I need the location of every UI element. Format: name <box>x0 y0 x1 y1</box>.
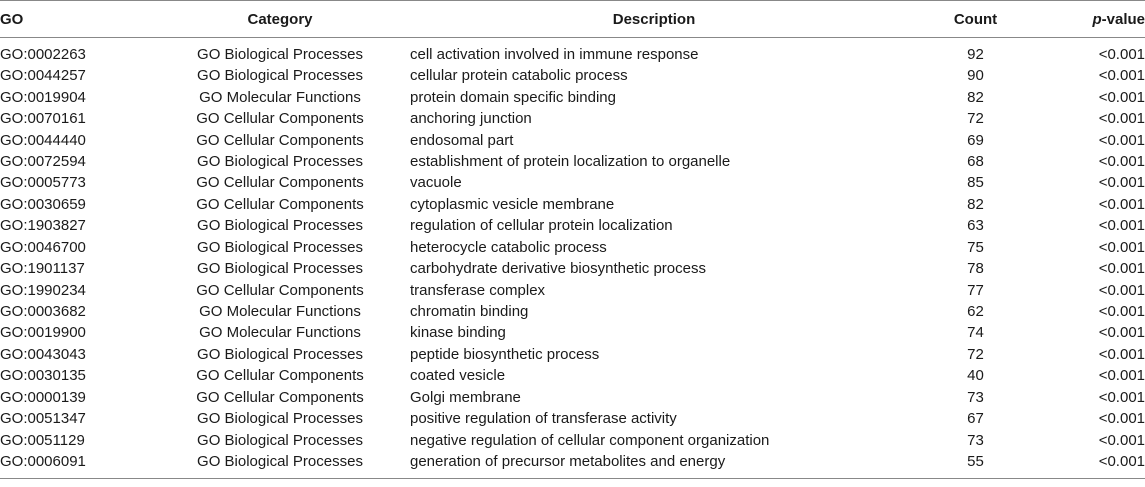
table-row <box>0 322 1145 343</box>
cell-count: 72 <box>967 345 984 363</box>
cell-pvalue: <0.001 <box>1098 217 1145 235</box>
table-row <box>0 194 1145 215</box>
table-row <box>0 215 1145 236</box>
cell-category: GO Cellular Components <box>196 367 364 385</box>
cell-go-id: GO:0044257 <box>0 67 86 85</box>
cell-go-id: GO:0002263 <box>0 46 86 63</box>
cell-go-id: GO:0044440 <box>0 131 86 149</box>
cell-go-id: GO:1990234 <box>0 281 86 299</box>
cell-description: carbohydrate derivative biosynthetic process <box>410 260 706 278</box>
cell-go-id: GO:0019904 <box>0 88 86 106</box>
cell-pvalue: <0.001 <box>1098 367 1145 385</box>
cell-description: establishment of protein localization to organelle <box>410 152 731 170</box>
cell-pvalue: <0.001 <box>1098 110 1145 128</box>
table-row <box>0 129 1145 150</box>
cell-pvalue: <0.001 <box>1098 388 1145 406</box>
cell-category: GO Molecular Functions <box>199 303 361 321</box>
cell-description: anchoring junction <box>410 110 532 128</box>
table-row <box>0 279 1145 300</box>
cell-go-id: GO:0030659 <box>0 195 86 213</box>
cell-count: 72 <box>967 110 984 128</box>
cell-pvalue: <0.001 <box>1098 152 1145 170</box>
cell-category: GO Biological Processes <box>197 260 363 278</box>
cell-pvalue: <0.001 <box>1098 260 1145 278</box>
cell-category: GO Biological Processes <box>197 410 363 428</box>
header-category: Category <box>150 1 410 38</box>
cell-count: 92 <box>967 46 984 63</box>
cell-pvalue: <0.001 <box>1098 195 1145 213</box>
table-row <box>0 344 1145 365</box>
cell-category: GO Biological Processes <box>197 217 363 235</box>
header-description: Description <box>410 1 898 38</box>
cell-go-id: GO:0072594 <box>0 152 86 170</box>
cell-description: positive regulation of transferase activity <box>410 410 677 428</box>
cell-go-id: GO:0019900 <box>0 324 86 342</box>
cell-count: 77 <box>967 281 984 299</box>
cell-description: vacuole <box>410 174 462 192</box>
cell-go-id: GO:0030135 <box>0 367 86 385</box>
cell-go-id: GO:0070161 <box>0 110 86 128</box>
header-pvalue-italic: p <box>1092 10 1102 28</box>
cell-description: negative regulation of cellular component organization <box>410 431 770 449</box>
cell-count: 63 <box>967 217 984 235</box>
cell-category: GO Biological Processes <box>197 345 363 363</box>
cell-go-id: GO:1901137 <box>0 260 85 278</box>
cell-count: 82 <box>967 195 984 213</box>
table-row <box>0 108 1145 129</box>
cell-description: cellular protein catabolic process <box>410 67 628 85</box>
cell-description: transferase complex <box>410 281 546 299</box>
table-row <box>0 408 1145 429</box>
cell-pvalue: <0.001 <box>1098 131 1145 149</box>
cell-go-id: GO:0043043 <box>0 345 86 363</box>
cell-category: GO Molecular Functions <box>199 324 361 342</box>
cell-pvalue: <0.001 <box>1098 303 1145 321</box>
cell-category: GO Biological Processes <box>197 46 363 63</box>
cell-go-id: GO:0003682 <box>0 303 86 321</box>
cell-category: GO Cellular Components <box>196 110 364 128</box>
header-count: Count <box>898 1 1053 38</box>
cell-description: chromatin binding <box>410 303 529 321</box>
header-go: GO <box>0 1 150 38</box>
cell-description: cytoplasmic vesicle membrane <box>410 195 615 213</box>
cell-category: GO Cellular Components <box>196 131 364 149</box>
cell-count: 62 <box>967 303 984 321</box>
cell-description: protein domain specific binding <box>410 88 616 106</box>
cell-pvalue: <0.001 <box>1053 451 1145 479</box>
cell-pvalue: <0.001 <box>1098 431 1145 449</box>
table-row <box>0 301 1145 322</box>
cell-description: cell activation involved in immune response <box>410 46 699 63</box>
cell-count: 90 <box>967 67 984 85</box>
cell-go-id: GO:1903827 <box>0 217 86 235</box>
table-row <box>0 237 1145 258</box>
cell-count: 74 <box>967 324 984 342</box>
cell-category: GO Biological Processes <box>197 152 363 170</box>
table-row <box>0 429 1145 450</box>
table-row <box>0 65 1145 86</box>
cell-count: 73 <box>967 388 984 406</box>
cell-pvalue: <0.001 <box>1098 88 1145 106</box>
cell-count: 75 <box>967 238 984 256</box>
cell-description: peptide biosynthetic process <box>410 345 600 363</box>
cell-description: coated vesicle <box>410 367 506 385</box>
cell-go-id: GO:0005773 <box>0 174 86 192</box>
table-row <box>0 151 1145 172</box>
table-row <box>0 38 1145 66</box>
cell-pvalue: <0.001 <box>1098 46 1145 63</box>
cell-category: GO Biological Processes <box>197 238 363 256</box>
cell-count: 67 <box>967 410 984 428</box>
cell-count: 40 <box>967 367 984 385</box>
cell-pvalue: <0.001 <box>1098 324 1145 342</box>
cell-category: GO Cellular Components <box>196 388 364 406</box>
cell-description: regulation of cellular protein localization <box>410 217 673 235</box>
cell-description: endosomal part <box>410 131 514 149</box>
table-header-row <box>0 1 1145 38</box>
cell-count: 69 <box>967 131 984 149</box>
table-row <box>0 86 1145 107</box>
cell-description: kinase binding <box>410 324 506 342</box>
cell-pvalue: <0.001 <box>1098 67 1145 85</box>
table-row <box>0 387 1145 408</box>
cell-go-id: GO:0051129 <box>0 431 85 449</box>
cell-go-id: GO:0000139 <box>0 388 86 406</box>
cell-go-id: GO:0051347 <box>0 410 86 428</box>
cell-count: 82 <box>967 88 984 106</box>
table-row <box>0 451 1145 479</box>
cell-category: GO Biological Processes <box>150 451 410 479</box>
cell-category: GO Molecular Functions <box>199 88 361 106</box>
cell-pvalue: <0.001 <box>1098 410 1145 428</box>
cell-pvalue: <0.001 <box>1098 281 1145 299</box>
cell-go-id: GO:0006091 <box>0 451 150 479</box>
cell-category: GO Cellular Components <box>196 281 364 299</box>
cell-count: 85 <box>967 174 984 192</box>
cell-count: 55 <box>898 451 1053 479</box>
cell-count: 73 <box>967 431 984 449</box>
table-row <box>0 172 1145 193</box>
cell-description: heterocycle catabolic process <box>410 238 607 256</box>
cell-category: GO Biological Processes <box>197 431 363 449</box>
cell-go-id: GO:0046700 <box>0 238 86 256</box>
header-pvalue-rest: -value <box>1101 10 1145 28</box>
cell-description: Golgi membrane <box>410 388 521 406</box>
header-pvalue <box>1053 1 1145 38</box>
cell-count: 78 <box>967 260 984 278</box>
cell-pvalue: <0.001 <box>1098 238 1145 256</box>
cell-category: GO Cellular Components <box>196 195 364 213</box>
cell-category: GO Cellular Components <box>196 174 364 192</box>
cell-pvalue: <0.001 <box>1098 345 1145 363</box>
table-row <box>0 365 1145 386</box>
table-body <box>0 38 1145 479</box>
cell-description: generation of precursor metabolites and energy <box>410 451 898 479</box>
table-row <box>0 258 1145 279</box>
cell-pvalue: <0.001 <box>1098 174 1145 192</box>
cell-count: 68 <box>967 152 984 170</box>
cell-category: GO Biological Processes <box>197 67 363 85</box>
